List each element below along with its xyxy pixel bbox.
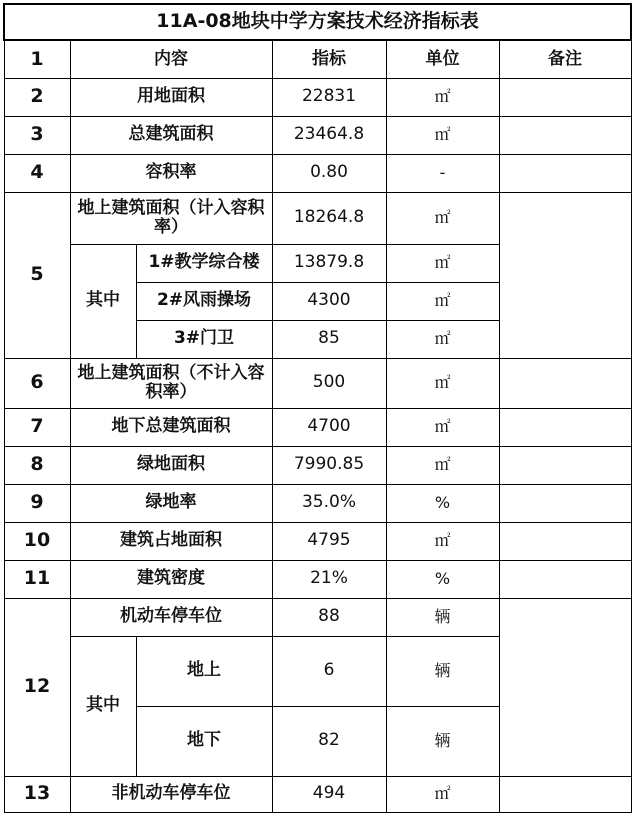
row-label: 建筑占地面积 <box>70 522 272 560</box>
sub-value: 4300 <box>272 282 386 320</box>
table-row <box>4 358 631 408</box>
group-label: 其中 <box>70 636 136 776</box>
row-label: 容积率 <box>70 154 272 192</box>
sub-unit: ㎡ <box>386 282 499 320</box>
row-index: 11 <box>4 560 70 598</box>
title-row <box>4 4 631 40</box>
indicator-table <box>3 3 632 813</box>
row-value: 21% <box>272 560 386 598</box>
sub-label: 地下 <box>136 706 272 776</box>
row-index: 13 <box>4 776 70 812</box>
row-label: 绿地面积 <box>70 446 272 484</box>
table-row <box>4 78 631 116</box>
table-row <box>4 522 631 560</box>
table-row <box>4 116 631 154</box>
sub-label: 2#风雨操场 <box>136 282 272 320</box>
sub-value: 82 <box>272 706 386 776</box>
row-remark <box>499 522 631 560</box>
row-index: 4 <box>4 154 70 192</box>
row-unit: ㎡ <box>386 78 499 116</box>
table-row <box>4 776 631 812</box>
table-row <box>4 560 631 598</box>
sub-unit: ㎡ <box>386 320 499 358</box>
group-label: 其中 <box>70 244 136 358</box>
sub-label: 3#门卫 <box>136 320 272 358</box>
row-value: 22831 <box>272 78 386 116</box>
row-index: 5 <box>4 192 70 358</box>
row-remark <box>499 358 631 408</box>
row-value: 494 <box>272 776 386 812</box>
row-remark <box>499 446 631 484</box>
table-row <box>4 192 631 244</box>
row-remark <box>499 776 631 812</box>
table-row <box>4 408 631 446</box>
row-index: 3 <box>4 116 70 154</box>
row-label: 地上建筑面积（不计入容积率） <box>70 358 272 408</box>
row-unit: ㎡ <box>386 192 499 244</box>
row-label: 建筑密度 <box>70 560 272 598</box>
sub-unit: 辆 <box>386 706 499 776</box>
row-unit: ㎡ <box>386 116 499 154</box>
sub-label: 1#教学综合楼 <box>136 244 272 282</box>
row-unit: ㎡ <box>386 522 499 560</box>
row-value: 4700 <box>272 408 386 446</box>
row-unit: ㎡ <box>386 446 499 484</box>
sub-value: 85 <box>272 320 386 358</box>
table-row <box>4 446 631 484</box>
row-remark <box>499 484 631 522</box>
row-unit: ㎡ <box>386 776 499 812</box>
header-indicator: 指标 <box>272 40 386 78</box>
row-label: 地下总建筑面积 <box>70 408 272 446</box>
sub-value: 13879.8 <box>272 244 386 282</box>
row-value: 7990.85 <box>272 446 386 484</box>
row-unit: - <box>386 154 499 192</box>
row-label: 机动车停车位 <box>70 598 272 636</box>
row-unit: % <box>386 484 499 522</box>
table-row <box>4 484 631 522</box>
row-value: 23464.8 <box>272 116 386 154</box>
row-remark <box>499 598 631 776</box>
header-row <box>4 40 631 78</box>
row-remark <box>499 192 631 358</box>
row-remark <box>499 116 631 154</box>
row-unit: ㎡ <box>386 358 499 408</box>
row-index: 2 <box>4 78 70 116</box>
row-remark <box>499 78 631 116</box>
sub-unit: ㎡ <box>386 244 499 282</box>
row-value: 88 <box>272 598 386 636</box>
row-index: 9 <box>4 484 70 522</box>
row-unit: % <box>386 560 499 598</box>
row-label: 非机动车停车位 <box>70 776 272 812</box>
row-value: 500 <box>272 358 386 408</box>
row-remark <box>499 154 631 192</box>
row-value: 18264.8 <box>272 192 386 244</box>
row-unit: 辆 <box>386 598 499 636</box>
indicator-sheet <box>3 3 630 818</box>
header-content: 内容 <box>70 40 272 78</box>
header-index: 1 <box>4 40 70 78</box>
row-index: 7 <box>4 408 70 446</box>
sub-label: 地上 <box>136 636 272 706</box>
row-value: 35.0% <box>272 484 386 522</box>
row-remark <box>499 408 631 446</box>
row-unit: ㎡ <box>386 408 499 446</box>
row-label: 用地面积 <box>70 78 272 116</box>
row-value: 4795 <box>272 522 386 560</box>
row-index: 8 <box>4 446 70 484</box>
row-label: 地上建筑面积（计入容积率） <box>70 192 272 244</box>
row-value: 0.80 <box>272 154 386 192</box>
sub-value: 6 <box>272 636 386 706</box>
table-row <box>4 154 631 192</box>
header-remark: 备注 <box>499 40 631 78</box>
table-row <box>4 598 631 636</box>
row-remark <box>499 560 631 598</box>
header-unit: 单位 <box>386 40 499 78</box>
row-index: 10 <box>4 522 70 560</box>
row-index: 6 <box>4 358 70 408</box>
sub-unit: 辆 <box>386 636 499 706</box>
row-index: 12 <box>4 598 70 776</box>
row-label: 总建筑面积 <box>70 116 272 154</box>
table-title: 11A-08地块中学方案技术经济指标表 <box>4 4 631 40</box>
row-label: 绿地率 <box>70 484 272 522</box>
